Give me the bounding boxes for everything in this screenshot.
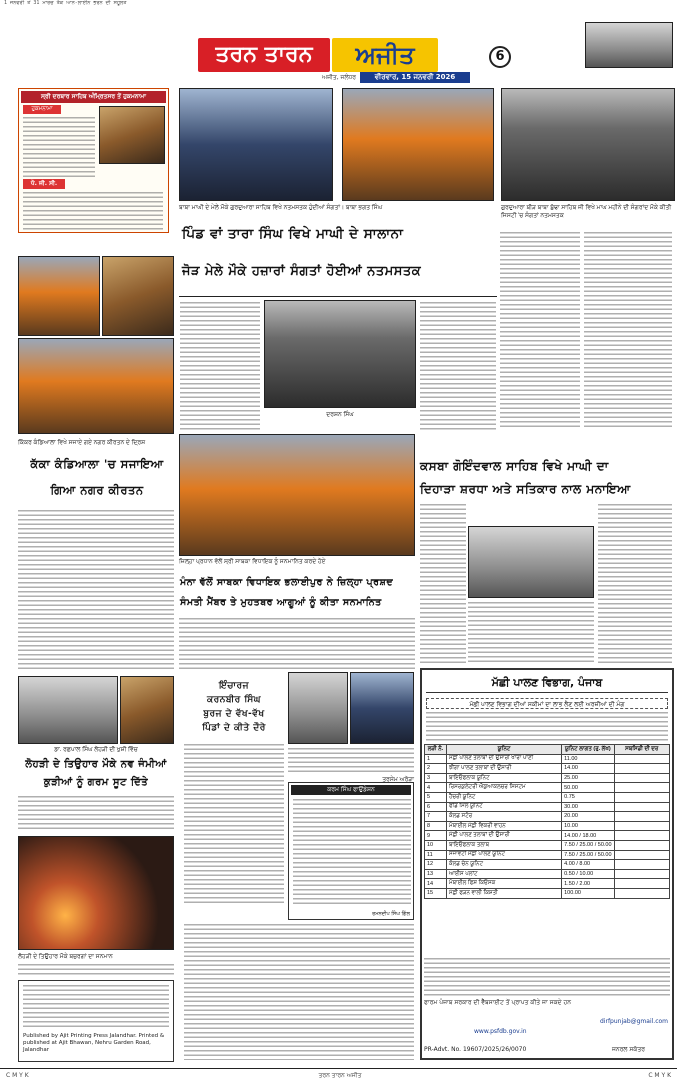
cell-cost: 30.00 bbox=[562, 802, 614, 812]
main-headline-line1: ਪਿੰਡ ਵਾਂ ਤਾਰਾ ਸਿੰਘ ਵਿਖੇ ਮਾਘੀ ਦੇ ਸਾਲਾਨਾ bbox=[182, 226, 404, 242]
cell-serial: 3 bbox=[425, 773, 447, 783]
masthead-city: ਅਜੀਤ, ਜਲੰਧਰ bbox=[321, 74, 356, 81]
cell-serial: 5 bbox=[425, 792, 447, 802]
cell-serial: 15 bbox=[425, 888, 447, 898]
photo-lohri-2 bbox=[120, 676, 174, 744]
table-row bbox=[425, 831, 670, 841]
photo-nagar-kirtan-3 bbox=[18, 338, 174, 434]
left-story2-headline-2: ਕੁੜੀਆਂ ਨੂੰ ਗਰਮ ਸੂਟ ਦਿੱਤੇ bbox=[43, 777, 149, 788]
cell-subsidy bbox=[614, 783, 669, 793]
cell-cost: 10.00 bbox=[562, 821, 614, 831]
cell-subsidy bbox=[614, 840, 669, 850]
hukamnama-text bbox=[23, 117, 95, 177]
cell-subsidy bbox=[614, 850, 669, 860]
cell-unit: ਮੋਬਾਈਲ ਫਿਸ਼ ਕਿਓਸਕ bbox=[446, 879, 561, 889]
cell-unit: ਬਾਇਓਫਲਾਕ ਤਲਾਬ bbox=[446, 840, 561, 850]
cell-cost: 11.00 bbox=[562, 754, 614, 764]
cell-unit: ਮੱਛੀ ਪਾਲਣ ਤਲਾਬਾਂ ਦੀ ਉਸਾਰੀ ਖਾਰਾ ਪਾਣੀ bbox=[446, 754, 561, 764]
cell-cost: 100.00 bbox=[562, 888, 614, 898]
left-story2-caption: ਡਾ. ਰਛਪਾਲ ਸਿੰਘ ਲੋਹੜੀ ਦੀ ਖੁਸ਼ੀ ਵਿੱਚ bbox=[54, 747, 138, 753]
photo-nagar-kirtan-2 bbox=[102, 256, 174, 336]
cell-cost: 50.00 bbox=[562, 783, 614, 793]
photo-goindwal-sangat bbox=[468, 526, 594, 598]
tender-title: ਕਰਮ ਸਿੰਘ ਫਾਉਂਡੇਸ਼ਨ bbox=[291, 785, 411, 795]
hukamnama-title: ਸ੍ਰੀ ਦਰਬਾਰ ਸਾਹਿਬ ਅੰਮ੍ਰਿਤਸਰ ਤੋਂ ਹੁਕਮਨਾਮਾ bbox=[21, 91, 166, 103]
cell-serial: 6 bbox=[425, 802, 447, 812]
left-story1-headline-1: ਕੱਕਾ ਕੰਡਿਆਲਾ 'ਚ ਸਜਾਇਆ bbox=[30, 457, 164, 471]
masthead-date: ਵੀਰਵਾਰ, 15 ਜਨਵਰੀ 2026 bbox=[360, 72, 470, 83]
cell-subsidy bbox=[614, 754, 669, 764]
left-story2-headline-1: ਲੋਹੜੀ ਦੇ ਤਿਉਹਾਰ ਮੌਕੇ ਨਵ ਜੰਮੀਆਂ bbox=[25, 759, 167, 770]
cell-unit: ਹੈਚਰੀ ਯੂਨਿਟ bbox=[446, 792, 561, 802]
cell-cost: 1.50 / 2.00 bbox=[562, 879, 614, 889]
fisheries-subtitle: ਮੱਛੀ ਪਾਲਣ ਵਿਭਾਗ ਦੀਆਂ ਸਕੀਮਾਂ ਦਾ ਲਾਭ ਲੈਣ ਲਈ ਅਰਜ਼ੀਆਂ ਦੀ ਮੰਗ bbox=[426, 698, 668, 709]
right-story-headline-2: ਦਿਹਾੜਾ ਸ਼ਰਧਾ ਅਤੇ ਸਤਿਕਾਰ ਨਾਲ ਮਨਾਇਆ bbox=[420, 482, 631, 496]
mid-photo-caption: ਦਰਸ਼ਨ ਸਿੰਘ bbox=[326, 412, 354, 418]
center-story-body bbox=[179, 618, 415, 672]
table-row bbox=[425, 792, 670, 802]
fisheries-intro bbox=[426, 712, 668, 742]
cell-serial: 11 bbox=[425, 850, 447, 860]
fisheries-sign: ਜਨਰਲ ਸਕੱਤਰ bbox=[612, 1046, 645, 1053]
fisheries-footer: ਫਾਰਮ ਪੰਜਾਬ ਸਰਕਾਰ ਦੀ ਵੈੱਬਸਾਈਟ ਤੋਂ ਪ੍ਰਾਪਤ ਕੀਤੇ ਜਾ ਸਕਦੇ ਹਨ bbox=[424, 999, 571, 1006]
cell-unit: ਸਜਾਵਟੀ ਮੱਛੀ ਪਾਲਣ ਯੂਨਿਟ bbox=[446, 850, 561, 860]
cell-cost: 14.00 bbox=[562, 764, 614, 774]
winter-body-2 bbox=[288, 748, 414, 774]
masthead-title-right: ਅਜੀਤ bbox=[332, 38, 438, 72]
hukamnama-text-2 bbox=[23, 192, 163, 230]
byline: ਤਰਸੇਮ ਅਰੋੜਾ bbox=[382, 777, 414, 783]
left-story1-caption: ਕਿੱਕਰ ਕੰਡਿਆਲਾ ਵਿਖੇ ਸਜਾਏ ਗਏ ਨਗਰ ਕੀਰਤਨ ਦੇ ਦ੍ਰਿਸ਼ bbox=[18, 440, 146, 446]
cell-unit: ਝੀਂਗਾ ਪਾਲਣ ਤਲਾਬਾਂ ਦੀ ਉਸਾਰੀ bbox=[446, 764, 561, 774]
golden-temple-photo bbox=[99, 106, 165, 164]
col-unit: ਯੂਨਿਟ bbox=[446, 745, 561, 755]
hukamnama-label: ਹੁਕਮਨਾਮਾ bbox=[23, 105, 61, 114]
table-row bbox=[425, 869, 670, 879]
center-story-caption: ਜ਼ਿਲ੍ਹਾ ਪ੍ਰਧਾਨ ਵੱਲੋਂ ਸ੍ਰੀ ਸਾਬਕਾ ਵਿਧਾਇਕ ਨੂੰ ਸਨਮਾਨਿਤ ਕਰਦੇ ਹੋਏ bbox=[179, 559, 326, 565]
cell-cost: 7.50 / 25.00 / 50.00 bbox=[562, 840, 614, 850]
photo-gurdwara-crowd bbox=[179, 88, 333, 201]
headline-divider bbox=[179, 296, 497, 297]
cell-unit: ਕੋਲਡ ਚੇਨ ਯੂਨਿਟ bbox=[446, 860, 561, 870]
main-headline-line2: ਜੋੜ ਮੇਲੇ ਮੌਕੇ ਹਜ਼ਾਰਾਂ ਸੰਗਤਾਂ ਹੋਈਆਂ ਨਤਮਸਤਕ bbox=[182, 264, 422, 279]
cell-subsidy bbox=[614, 764, 669, 774]
right-story-body-1 bbox=[420, 504, 466, 664]
imprint-text: Published by Ajit Printing Press Jalandhar. Printed & published at Ajit Bhawan, Nehru Garden Road, Jalandhar bbox=[23, 1033, 165, 1053]
cell-subsidy bbox=[614, 812, 669, 822]
signboard-photo bbox=[585, 22, 673, 68]
cell-serial: 2 bbox=[425, 764, 447, 774]
left-bottom-caption: ਲੋਹੜੀ ਦੇ ਤਿਉਹਾਰ ਮੌਕੇ ਬਜ਼ੁਰਗਾਂ ਦਾ ਸਨਮਾਨ bbox=[18, 954, 113, 960]
winter-body-1 bbox=[184, 744, 284, 904]
right-story-headline-1: ਕਸਬਾ ਗੋਇੰਦਵਾਲ ਸਾਹਿਬ ਵਿਖੇ ਮਾਘੀ ਦਾ bbox=[420, 459, 609, 473]
photo-lohri-1 bbox=[18, 676, 118, 744]
table-row bbox=[425, 821, 670, 831]
winter-headline: ਪਿੰਡਾਂ ਦੇ ਕੀਤੇ ਦੌਰੇ bbox=[202, 723, 266, 733]
bottom-rule bbox=[0, 1068, 677, 1069]
cell-cost: 14.00 / 18.00 bbox=[562, 831, 614, 841]
cell-serial: 1 bbox=[425, 754, 447, 764]
center-story-headline-1: ਮੰਨਾ ਵੱਲੋਂ ਸਾਬਕਾ ਵਿਧਾਇਕ ਭਲਾਈਪੁਰ ਨੇ ਜ਼ਿਲ੍ਹਾ ਪ੍ਰਸ਼ਦ bbox=[180, 577, 394, 588]
tender-sign: ਰਮਨਦੀਪ ਸਿੰਘ ਗਿੱਲ bbox=[372, 911, 410, 917]
bottom-bar-right: C M Y K bbox=[648, 1072, 671, 1079]
cell-subsidy bbox=[614, 879, 669, 889]
masthead-title-left: ਤਰਨ ਤਾਰਨ bbox=[198, 38, 330, 72]
cell-cost: 0.75 bbox=[562, 792, 614, 802]
cell-unit: ਰਿਸਰਕੁਲੇਟਰੀ ਐਕੁਆਕਲਚਰ ਸਿਸਟਮ bbox=[446, 783, 561, 793]
winter-kicker-1: ਇੰਚਾਰਜ bbox=[219, 681, 249, 691]
photo-nagar-kirtan-1 bbox=[18, 256, 100, 336]
left-story2-body bbox=[18, 796, 174, 832]
photo-honour-ceremony bbox=[179, 434, 415, 556]
fisheries-pr-number: PR-Advt. No. 19607/2025/26/0070 bbox=[424, 1046, 527, 1053]
cell-serial: 7 bbox=[425, 812, 447, 822]
main-story-col1 bbox=[180, 302, 260, 430]
cell-cost: 7.50 / 25.00 / 50.00 bbox=[562, 850, 614, 860]
cell-subsidy bbox=[614, 821, 669, 831]
tender-text bbox=[293, 799, 411, 907]
cell-subsidy bbox=[614, 869, 669, 879]
table-row bbox=[425, 850, 670, 860]
cell-serial: 14 bbox=[425, 879, 447, 889]
photo-gurdwara-bir-baba bbox=[501, 88, 675, 201]
table-row bbox=[425, 802, 670, 812]
top-caption-right: ਗੁਰਦੁਆਰਾ ਬੀੜ ਬਾਬਾ ਬੁੱਢਾ ਸਾਹਿਬ ਜੀ ਵਿਖੇ ਮਾਘ ਮਹੀਨੇ ਦੀ ਸੰਗਰਾਂਦ ਮੌਕੇ ਕੀਤੀ ਜਿਸਟੀ 'ਚ ਸੰਗਤਾਂ ਨਤਮਸਤਕ bbox=[501, 205, 672, 219]
table-row bbox=[425, 888, 670, 898]
cell-serial: 8 bbox=[425, 821, 447, 831]
fisheries-website: www.psfdb.gov.in bbox=[474, 1028, 527, 1035]
cell-serial: 9 bbox=[425, 831, 447, 841]
cell-subsidy bbox=[614, 773, 669, 783]
hukamnama-box bbox=[18, 88, 169, 233]
table-row bbox=[425, 879, 670, 889]
col-subsidy: ਸਬਸਿਡੀ ਦੀ ਦਰ bbox=[614, 745, 669, 755]
right-col-story-1 bbox=[500, 232, 580, 430]
center-story-headline-2: ਸੰਮਤੀ ਮੈਂਬਰ ਤੇ ਮੁਹਤਬਰ ਆਗੂਆਂ ਨੂੰ ਕੀਤਾ ਸਨਮਾਨਿਤ bbox=[180, 597, 382, 608]
right-story-body-3 bbox=[598, 504, 672, 664]
bottom-bar-left: C M Y K bbox=[6, 1072, 29, 1079]
table-row bbox=[425, 840, 670, 850]
center-bottom-notice bbox=[184, 924, 414, 1060]
right-story-body-2 bbox=[468, 602, 594, 664]
table-row bbox=[425, 860, 670, 870]
table-row bbox=[425, 773, 670, 783]
bottom-bar-center: ਤਰਨ ਤਾਰਨ ਅਜੀਤ bbox=[318, 1072, 362, 1079]
cell-subsidy bbox=[614, 888, 669, 898]
tender-notice bbox=[288, 782, 414, 920]
fisheries-table bbox=[424, 744, 670, 899]
table-row bbox=[425, 754, 670, 764]
cell-cost: 4.00 / 8.00 bbox=[562, 860, 614, 870]
col-cost: ਯੂਨਿਟ ਲਾਗਤ (ਰੁ. ਲੱਖ) bbox=[562, 745, 614, 755]
cell-unit: ਕੋਲਡ ਸਟੋਰ bbox=[446, 812, 561, 822]
left-story1-headline-2: ਗਿਆ ਨਗਰ ਕੀਰਤਨ bbox=[50, 483, 144, 497]
table-row bbox=[425, 812, 670, 822]
cell-unit: ਮੱਛੀ ਪਾਲਣ ਤਲਾਬਾਂ ਦੀ ਉਸਾਰੀ bbox=[446, 831, 561, 841]
print-strip: 1 ਜਨਵਰੀ ਤੋਂ 31 ਮਾਰਚ ਤੱਕ ਆਨ-ਲਾਈਨ ਭਰਨ ਦੀ ਸਹੂਲਤ bbox=[4, 0, 127, 6]
cell-subsidy bbox=[614, 831, 669, 841]
cell-unit: ਫੀਡ ਮਿੱਲ ਯੂਨਿਟ bbox=[446, 802, 561, 812]
imprint-lines bbox=[23, 985, 169, 1029]
cell-cost: 20.00 bbox=[562, 812, 614, 822]
table-row bbox=[425, 764, 670, 774]
cell-serial: 13 bbox=[425, 869, 447, 879]
page-number: 6 bbox=[489, 46, 511, 68]
photo-lohri-bonfire bbox=[18, 836, 174, 950]
col-serial: ਲੜੀ ਨੰ. bbox=[425, 745, 447, 755]
winter-kicker-2: ਕਰਨਬੀਰ ਸਿੰਘ bbox=[207, 695, 261, 705]
photo-village-visit-1 bbox=[288, 672, 348, 744]
fisheries-email: dirfpunjab@gmail.com bbox=[600, 1018, 669, 1025]
hukamnama-label-2: ਧੋ. ਜੀ. ਸੀ. bbox=[23, 179, 65, 189]
cell-serial: 4 bbox=[425, 783, 447, 793]
cell-serial: 12 bbox=[425, 860, 447, 870]
top-caption-left: ਬਾਬਾ ਮਾਘੀ ਦੇ ਮੇਲੇ ਮੌਕੇ ਗੁਰਦੁਆਰਾ ਸਾਹਿਬ ਵਿਖੇ ਨਤਮਸਤਕ ਹੁੰਦੀਆਂ ਸੰਗਤਾਂ। ਬਾਬਾ ਭਗਤ ਸਿੰਘ bbox=[179, 205, 383, 211]
right-col-story-2 bbox=[584, 232, 672, 430]
left-story1-body bbox=[18, 510, 174, 670]
cell-cost: 0.50 / 10.00 bbox=[562, 869, 614, 879]
fisheries-terms bbox=[424, 958, 670, 996]
winter-kicker-3: ਬੁਰਜ ਦੇ ਵੱਖ-ਵੱਖ bbox=[203, 709, 265, 719]
cell-unit: ਮੋਬਾਈਲ ਮੱਛੀ ਵਿਕਰੀ ਵਾਹਨ bbox=[446, 821, 561, 831]
fisheries-title: ਮੱਛੀ ਪਾਲਣ ਵਿਭਾਗ, ਪੰਜਾਬ bbox=[426, 674, 668, 693]
cell-unit: ਬਾਇਓਫਲਾਕ ਯੂਨਿਟ bbox=[446, 773, 561, 783]
left-imprint-box bbox=[18, 980, 174, 1062]
photo-sangat-gathering bbox=[264, 300, 416, 408]
cell-unit: ਮੱਛੀ ਫੜਨ ਵਾਲੀ ਕਿਸ਼ਤੀ bbox=[446, 888, 561, 898]
cell-subsidy bbox=[614, 802, 669, 812]
cell-unit: ਆਈਸ ਪਲਾਂਟ bbox=[446, 869, 561, 879]
photo-village-visit-2 bbox=[350, 672, 414, 744]
table-row bbox=[425, 783, 670, 793]
left-bottom-text bbox=[18, 964, 174, 976]
cell-cost: 25.00 bbox=[562, 773, 614, 783]
cell-subsidy bbox=[614, 860, 669, 870]
cell-serial: 10 bbox=[425, 840, 447, 850]
main-story-col2 bbox=[420, 302, 496, 430]
cell-subsidy bbox=[614, 792, 669, 802]
photo-kirtan-stage bbox=[342, 88, 494, 201]
